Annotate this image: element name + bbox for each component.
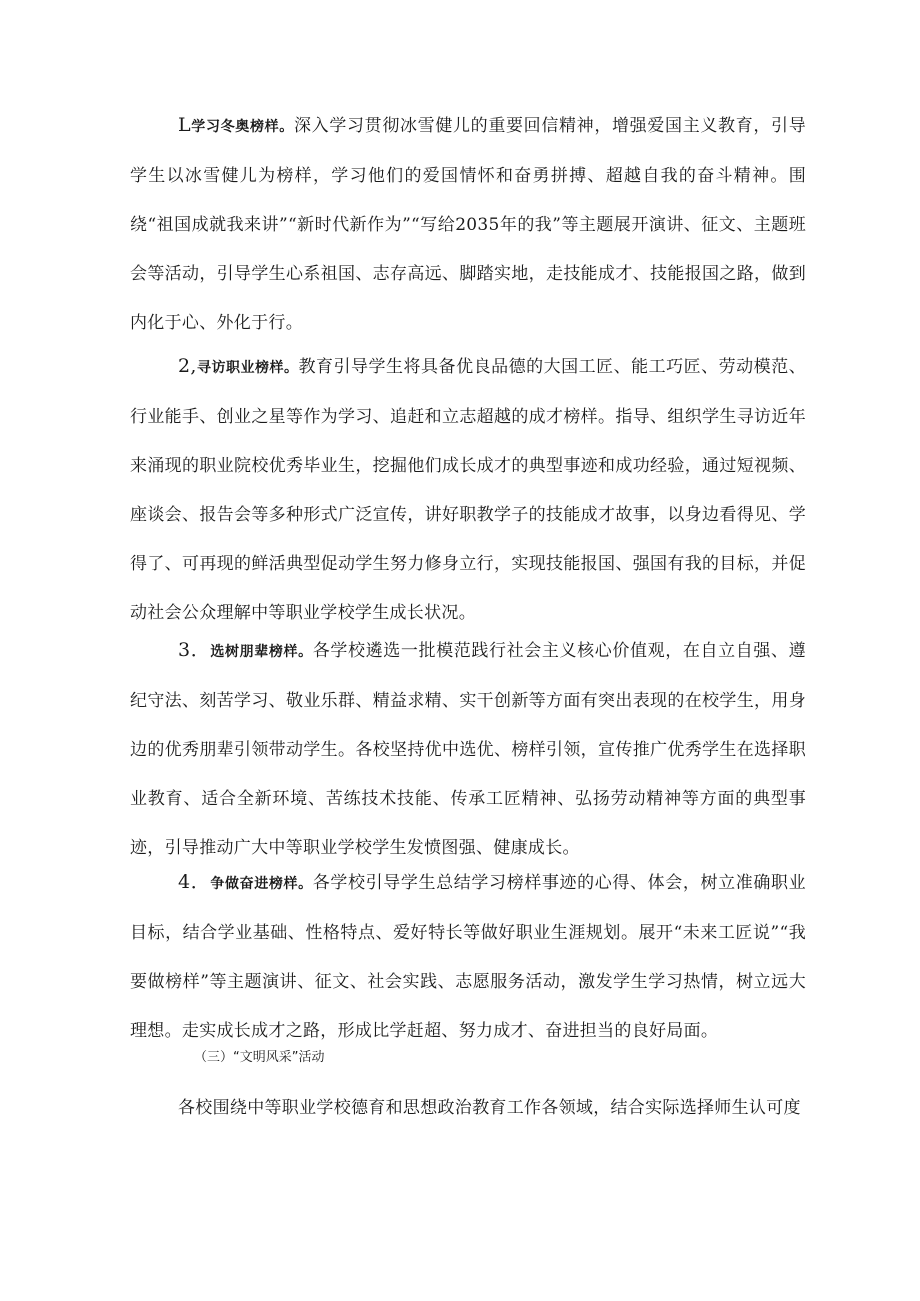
section-1-body: 深入学习贯彻冰雪健儿的重要回信精神，增强爱国主义教育，引导学生以冰雪健儿为榜样，学习他们的爱国情怀和奋勇拼搏、超越自我的奋斗精神。围绕“祖国成就我来讲”“新时代新作为”“写给2035年的我”等主题展开演讲、征文、主题班会等活动，引导学生心系祖国、志存高远、脚踏实地，走技能成才、技能报国之路，做到内化于心、外化于行。 bbox=[130, 116, 807, 333]
section-1-title: 学习冬奥榜样。 bbox=[190, 119, 294, 135]
closing-paragraph: 各校围绕中等职业学校德育和思想政治教育工作各领域，结合实际选择师生认可度 bbox=[178, 1098, 801, 1118]
section-4-body: 各学校引导学生总结学习榜样事迹的心得、体会，树立准确职业目标，结合学业基础、性格特点、爱好特长等做好职业生涯规划。展开“未来工匠说”“我要做榜样”等主题演讲、征文、社会实践、志愿服务活动，激发学生学习热情，树立远大理想。走实成长成才之路，形成比学赶超、努力成才、奋进担当的良好局面。 bbox=[130, 873, 806, 1041]
section-2-paragraph bbox=[130, 342, 806, 638]
section-1-number: L bbox=[178, 114, 191, 136]
section-3-body: 各学校遴选一批模范践行社会主义核心价值观，在自立自强、遵纪守法、刻苦学习、敬业乐群、精益求精、实干创新等方面有突出表现的在校学生，用身边的优秀朋辈引领带动学生。各校坚持优中选优、榜样引领，宣传推广优秀学生在选择职业教育、适合全新环境、苦练技术技能、传承工匠精神、弘扬劳动精神等方面的典型事迹，引导推动广大中等职业学校学生发愤图强、健康成长。 bbox=[130, 641, 806, 858]
section-4-title: 争做奋进榜样。 bbox=[210, 876, 313, 892]
section-2-title: 寻访职业榜样。 bbox=[196, 360, 299, 376]
section-1-paragraph bbox=[130, 101, 806, 348]
section-2-number: 2, bbox=[178, 355, 197, 377]
section-3-number: 3． bbox=[178, 639, 211, 661]
section-4-number: 4． bbox=[178, 871, 211, 893]
section-2-body: 教育引导学生将具备优良品德的大国工匠、能工巧匠、劳动模范、行业能手、创业之星等作为学习、追赶和立志超越的成才榜样。指导、组织学生寻访近年来涌现的职业院校优秀毕业生，挖掘他们成长成才的典型事迹和成功经验，通过短视频、座谈会、报告会等多种形式广泛宣传，讲好职教学子的技能成才故事，以身边看得见、学得了、可再现的鲜活典型促动学生努力修身立行，实现技能报国、强国有我的目标，并促动社会公众理解中等职业学校学生成长状况。 bbox=[130, 357, 806, 623]
section-heading: （三）“文明风采”活动 bbox=[194, 1050, 325, 1065]
section-3-paragraph bbox=[130, 626, 806, 873]
section-3-title: 选树朋辈榜样。 bbox=[210, 644, 313, 660]
section-4-paragraph bbox=[130, 858, 806, 1056]
